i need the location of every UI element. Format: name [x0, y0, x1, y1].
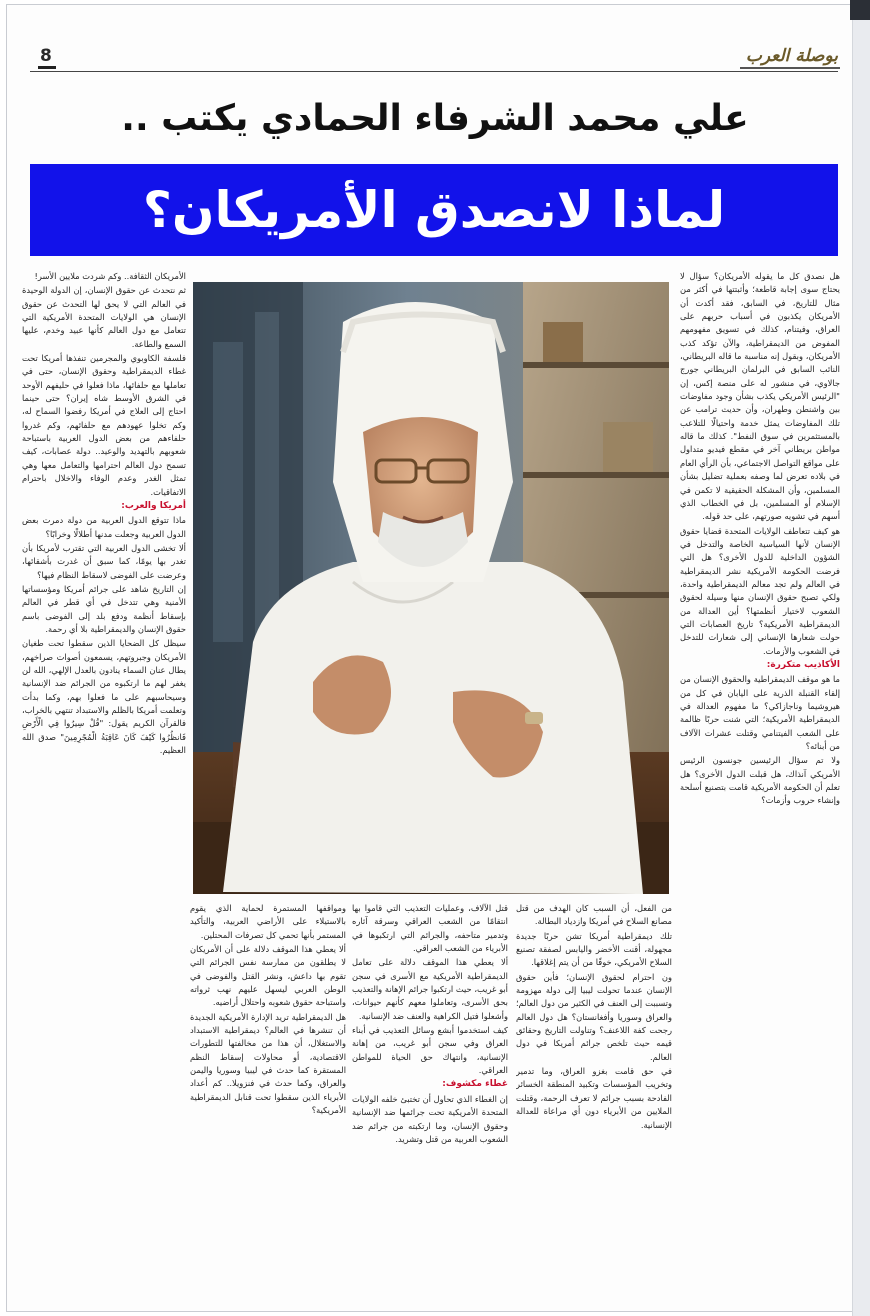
masthead-logo: بوصلة العرب: [745, 46, 838, 66]
paragraph: ألا تخشى الدول العربية التي تقترب لأمريكا بأن تغدر بها يومًا، كما سبق أن غدرت بأشقائها، وعرضت على الفوضى لاسقاط النظام فيها؟: [22, 542, 186, 580]
paragraph: هل الديمقراطية تريد الإدارة الأمريكية الجديدة أن تنشرها في العالم؟ ديمقراطية الاستبداد والاستغلال، أن هذا من مخالفتها للتطورات الاقتصادية، أو محاولات إسقاط النظم المستقرة كما حدث في ليبيا وسوريا واليمن والعراق، وكما حدث في فنزويلا.. كم أعداد الأبرياء الذين سقطوا تحت قنابل الديمقراطية الأمريكية؟: [190, 1011, 346, 1116]
paragraph: ون احترام لحقوق الإنسان؛ فأين حقوق الإنسان عندما تحولت ليبيا إلى دولة مهزومة وتسببت إلى العنف في الكثير من دول العالم؛ والعراق وسوريا وأفغانستان؟ هل دول العالم رجحت كفة اللاعنف؟ وتناولت التاريخ وحقائق قيمه حيث تلخص جرائم أمريكا في دول العالم.: [516, 971, 672, 1062]
paragraph: إن الغطاء الذي تحاول أن تختبئ خلفه الولايات المتحدة الأمريكية تحت جرائمها ضد الإنسانية وحقوق الإنسان، وما ارتكبته من جرائم ضد الشعوب العربية من قتل وتشريد.: [352, 1093, 508, 1144]
paragraph: الأمريكان الثقافة.. وكم شردت ملايين الأسر!: [34, 271, 186, 281]
viewer-corner: [850, 0, 870, 20]
paragraph: ألا يعطي هذا الموقف دلالة على تعامل الديمقراطية الأمريكية مع الأسرى في سجن أبو غريب، حيث ارتكبوا جرائم الإهانة والتعذيب بحق الأسرى، وتعاملوا معهم كأنهم حيوانات، وأشعلوا فتيل الكراهية والعنف ضد الإنسانية.: [352, 957, 508, 1021]
paragraph: في حق قامت بغزو العراق، وما تدمير وتخريب المؤسسات وتكبيد المنطقة الخسائر الفادحة بسبب جرائم لا تعرف الرحمة، وقتلت الملايين من الأبرياء دون أي مراعاة للعدالة الإنسانية.: [516, 1066, 672, 1130]
subheading: الأكاذيب متكررة:: [766, 659, 840, 670]
paragraph: فلسفة الكاوبوي والمجرمين تنفذها أمريكا تحت غطاء الديمقراطية وحقوق الإنسان، حتى في تعاملها مع حلفائها، ماذا فعلوا في حليفهم الأوحد في الشرق الأوسط شاه إيران؟ حتى حينما احتاج إلى العلاج في أمريكا رفضوا السماح له، وكم تخلوا عهودهم مع حلفائهم، وكم غدروا حلفاءهم من بعض الدول العربية باستباحة شعوبهم بالتهديد والوعيد.. دولة عصابات، كيف تسمح دول العالم احترامها والتعامل معها وهي تمثل الغدر وعدم الوفاء والاخلال باحترام الاتفاقيات.: [22, 353, 186, 497]
subheading: أمريكا والعرب:: [121, 500, 186, 511]
paragraph: ثم نتحدث عن حقوق الإنسان، إن الدولة الوحيدة في العالم التي لا يحق لها التحدث عن حقوق الإنسان هي الولايات المتحدة الأمريكية التي تتعامل مع دول العالم كأنها عبيد وخدم، عليها السمع والطاعة.: [22, 285, 186, 349]
paragraph: إن التاريخ شاهد على جرائم أمريكا ومؤسساتها الأمنية وهي تتدخل في أي قطر في العالم بإسقاط أنظمة ودفع بلد إلى الفوضى باسم حقوق الإنسان والديمقراطية بلا أي رحمة.: [22, 583, 186, 634]
portrait-photo: [193, 282, 669, 894]
article-byline: علي محمد الشرفاء الحمادي يكتب ..: [121, 98, 749, 139]
paragraph: ماذا تتوقع الدول العربية من دولة دمرت بعض الدول العربية وجعلت مدنها أطلالًا وخرابًا؟: [22, 515, 186, 539]
masthead-underline: [740, 67, 840, 69]
page-number: 8: [40, 46, 52, 66]
paragraph: قتل الآلاف، وعمليات التعذيب التي قاموا بها انتقامًا من الشعب العراقي وسرقة آثاره وتدمير متاحفه، والجرائم التي ارتكبوها في الأبرياء من الشعب العراقي.: [352, 903, 508, 954]
paragraph: كيف استخدموا أبشع وسائل التعذيب في أبناء العراق وفي سجن أبو غريب، من إهانة الإنسانية، وانتهاك حق الحياة للمواطن العراقي.: [352, 1025, 508, 1076]
paragraph: ومواقفها المستمرة لحماية الذي يقوم بالاستيلاء على الأراضي العربية، والتأكيد المستمر بأنها تحمي كل تصرفات المحتلين.: [190, 903, 346, 940]
article-title: لماذا لانصدق الأمريكان؟: [142, 181, 726, 239]
viewer-scrollbar[interactable]: [852, 0, 870, 1316]
subheading: غطاء مكشوف:: [442, 1079, 508, 1090]
paragraph: تلك ديمقراطية أمريكا تشن حربًا جديدة مجهولة، أقنت الأخضر واليابس لصفقة تصنيع السلاح الأمريكي، خوفًا من أن يتم إغلاقها.: [516, 930, 672, 968]
paragraph: هو كيف تتعاطف الولايات المتحدة قضايا حقوق الإنسان لأنها السياسية الخاصة والتدخل في الشؤون الداخلية للدول الأخرى؟ هل التي فرضت الحكومة الأمريكية نشر الديمقراطية في العالم ولم تجد معالم الديمقراطية واحدة، ولكي تصبح حقوق الإنسان منها وسيلة لحقوق الشعوب لاختيار أنظمتها؟ أين العدالة من الديمقراطية الأمريكية؟ تاريخ العصابات التي حولت شعارها الإنساني إلى شعارات للتدخل في الشعوب والأزمات.: [680, 525, 840, 656]
paragraph: ولا تم سؤال الرئيسين جونسون الرئيس الأمريكي آنذاك، هل قبلت الدول الأخرى؟ هل تعلم أن الحكومة الأمريكية قامت بتصنيع أسلحة وإنشاء حروب وأزمات؟: [680, 755, 840, 806]
paragraph: من الفعل، أن السبب كان الهدف من قتل مصانع السلاح في أمريكا وازدياد البطالة.: [516, 903, 672, 927]
text-column-right: [680, 270, 840, 1310]
paragraph: هل نصدق كل ما يقوله الأمريكان؟ سؤال لا يحتاج سوى إجابة قاطعة؛ وأثبتتها في أكثر من مثال للتاريخ، في السابق، فقد أكدت أن الأمريكان يكذبون في أسباب حربهم على العراق، وفيتنام، كذلك في تسويق مفهومهم المفوض من الديمقراطية، والآن تؤكد كذب الأمريكان، وبقول إنه مناسبة ما قاله البريطاني، النائب السابق في البرلمان البريطاني جورج جالاوي، في منشور له على منصة إكس، إن "الرئيس الأمريكي يكذب بشأن وجود مفاوضات بين واشنطن وطهران، وأن حديث ترامب عن تلك المفاوضات يمثل خدمة واحتيالًا للتلاعب بالمستثمرين في سوق النفط". كذلك ما قاله مواطن بريطاني آخر في مقطع فيديو متداول على مواقع التواصل الاجتماعي، بأن الرأي العام في بلاده تعرض لما وصفه بعملية تضليل بشأن المسلمين، وأن المشكلة الحقيقية لا تكمن في الإسلام أو المسلمين، بل في الخطاب الذي أسهم في تشويه صورتهم، على حد قوله.: [680, 271, 840, 522]
text-column-bottom-3: [190, 902, 346, 1310]
text-column-bottom-1: [516, 902, 672, 1310]
title-band: [30, 164, 838, 256]
paragraph: ألا يعطي هذا الموقف دلالة على أن الأمريكان لا يطلقون من ممارسة نفس الجرائم التي تقوم بها داعش، ونشر القتل والفوضى في الوطن العربي ليسهل عليهم نهب ثرواته واستباحة حقوق شعوبه واحتلال أراضيه.: [190, 944, 346, 1008]
text-column-bottom-2: [352, 902, 508, 1310]
header-rule: [30, 71, 838, 72]
text-column-left: [22, 270, 186, 1310]
paragraph: سيظل كل الضحايا الذين سقطوا تحت طغيان الأمريكان وجبروتهم، يسمعون أصوات صراخهم، يطال عنان السماء ينادون بالعدل الإلهي، الله لن يغفر لهم ما ارتكبوه من الجرائم ضد الإنسانية وسيحاسبهم على ما فعلوا بهم، وكما بدأت وتعلمت أمريكا بالظلم والاستبداد تنتهي بالخراب، فالقرآن الكريم يقول: "قُلْ سِيرُوا فِي الْأَرْضِ فَانظُرُوا كَيْفَ كَانَ عَاقِبَةُ الْمُجْرِمِينَ" صدق الله العظيم.: [22, 638, 186, 756]
page-number-underline: [38, 66, 56, 69]
paragraph: ما هو موقف الديمقراطية والحقوق الإنسان من إلقاء القنبلة الذرية على اليابان في كل من هيروشيما وناجازاكي؟ ما مفهوم العدالة في الديمقراطية الأمريكية؛ التي شنت حربًا ظالمة على الشعب الفيتنامي وقتلت عشرات الآلاف من أبنائه؟: [680, 674, 840, 752]
